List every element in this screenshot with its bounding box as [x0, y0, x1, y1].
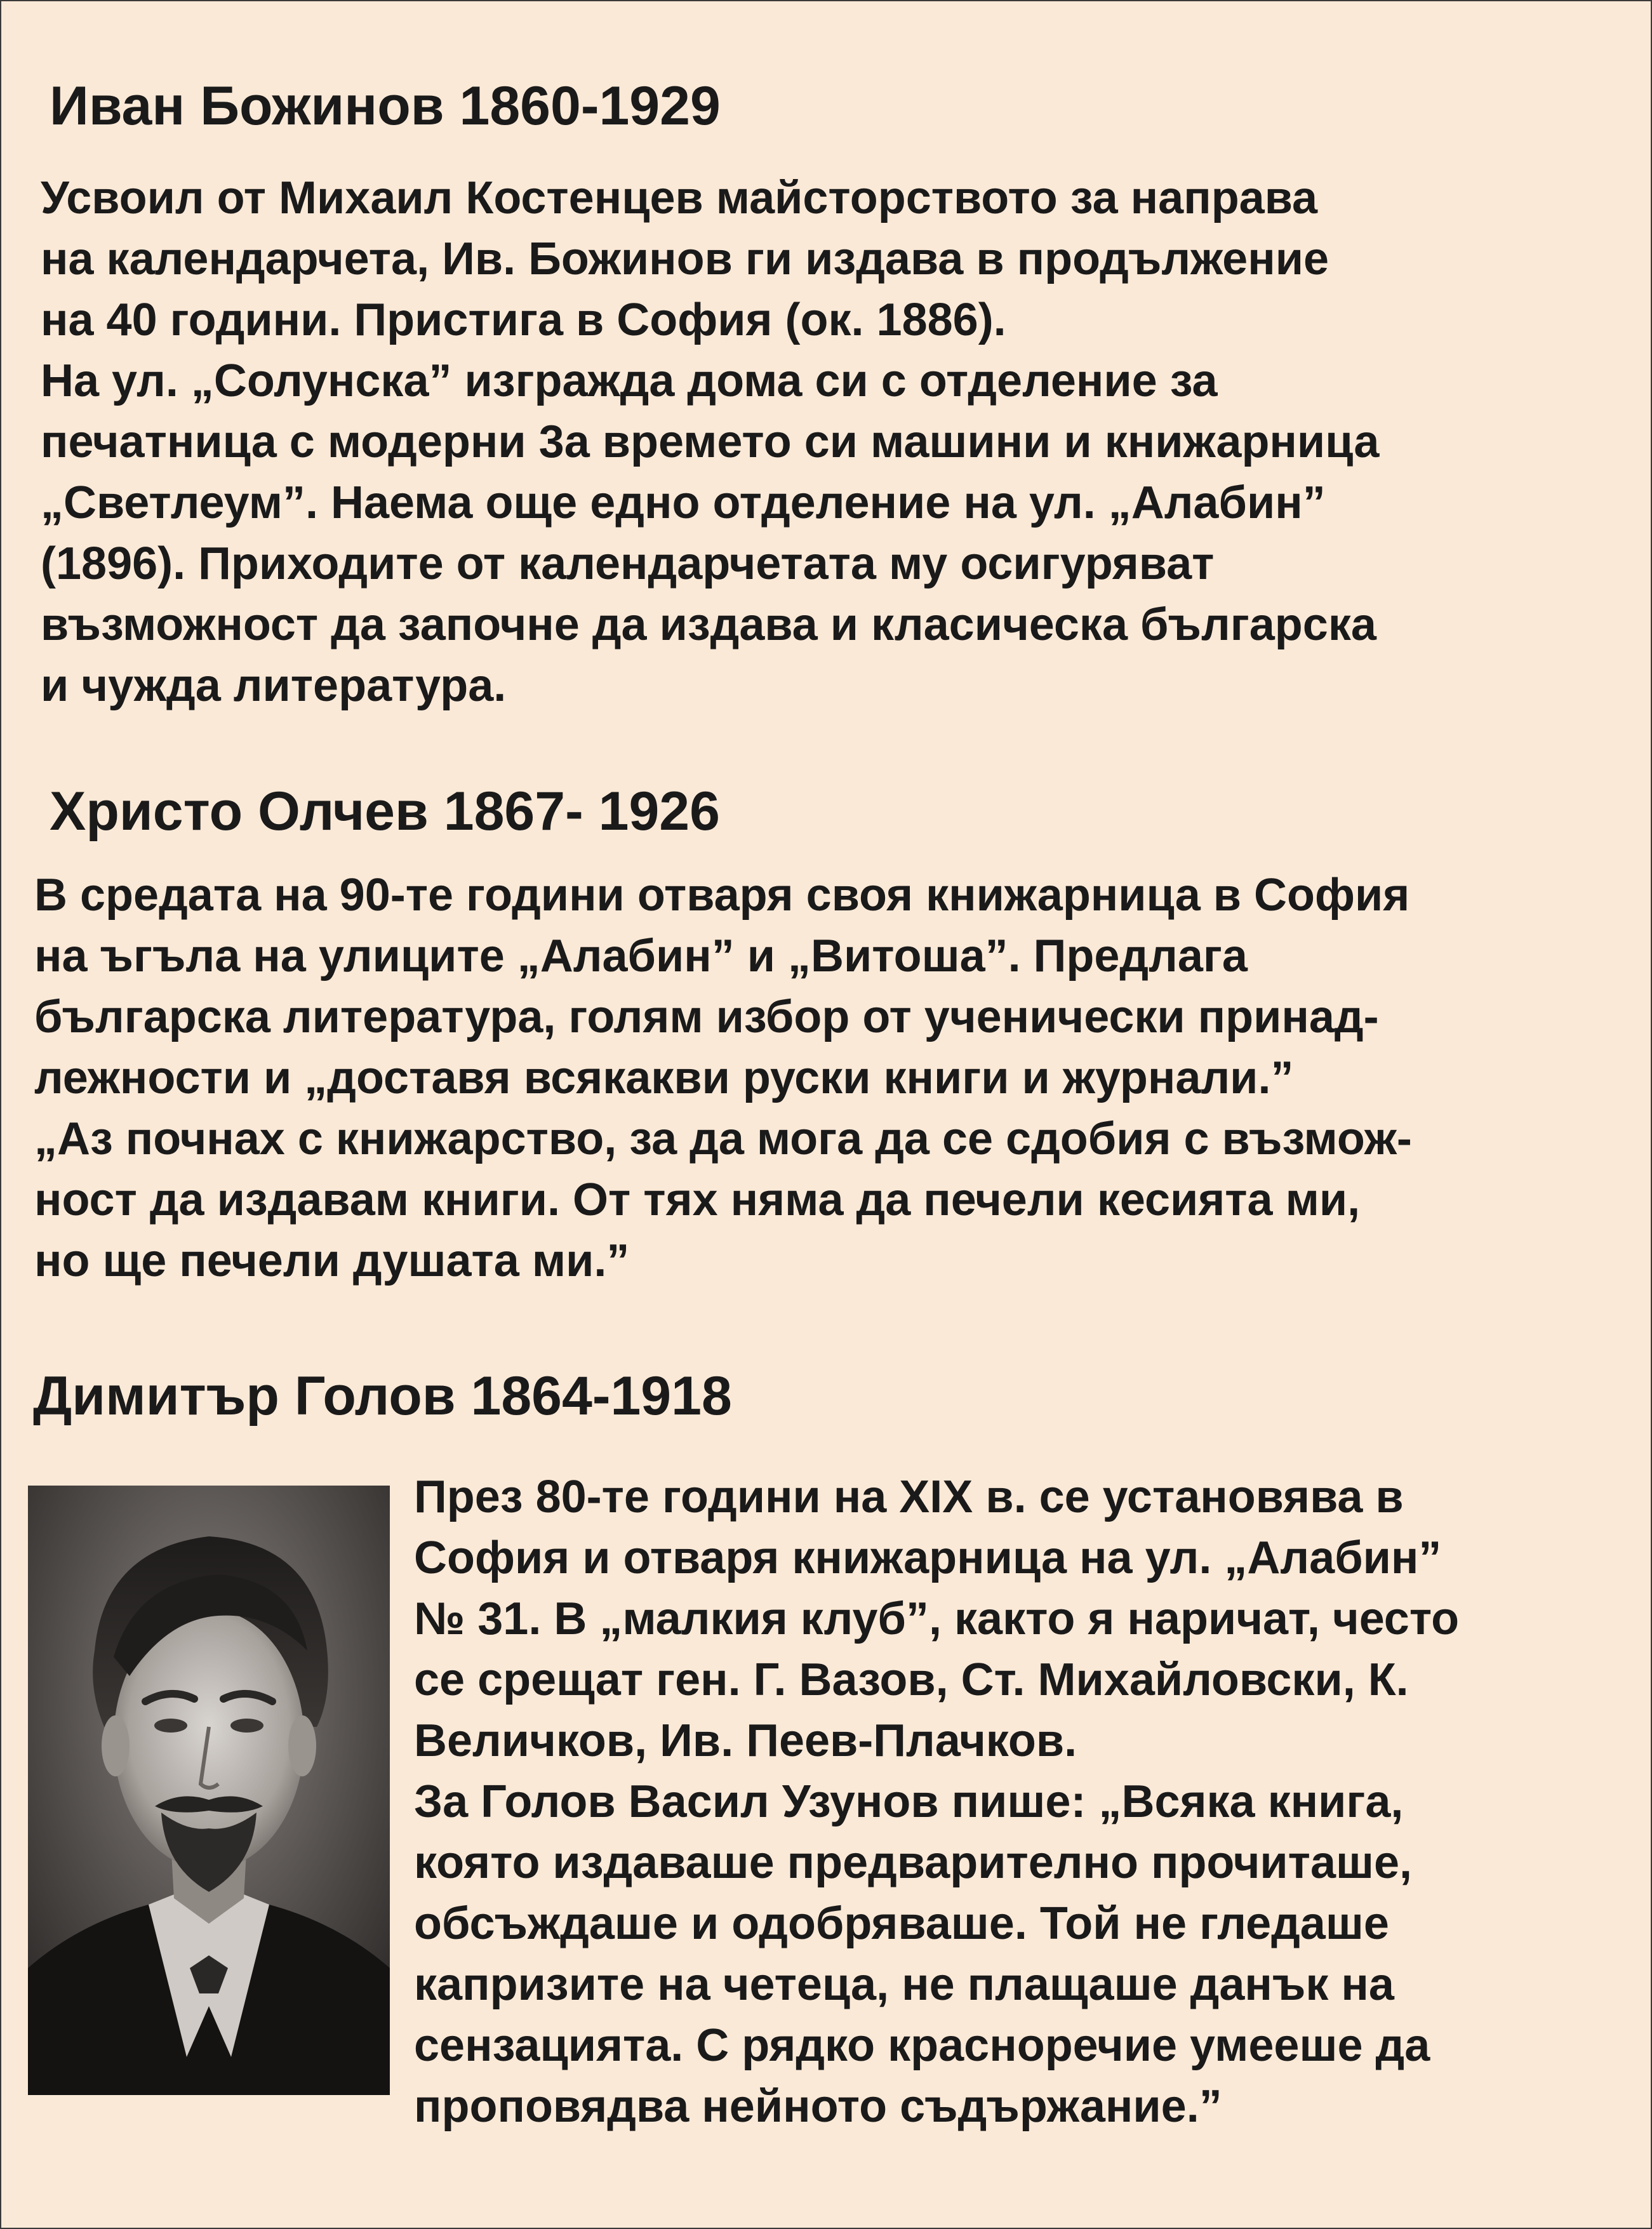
heading-hristo-olchev: Христо Олчев 1867- 1926 — [50, 781, 720, 842]
portrait-photo — [28, 1486, 390, 2095]
text-line: но ще печели душата ми.” — [34, 1235, 630, 1286]
text-line: възможност да започне да издава и класическа българска — [41, 599, 1376, 650]
text-line: на 40 години. Пристига в София (ок. 1886). — [41, 295, 1006, 345]
text-line: се срещат ген. Г. Вазов, Ст. Михайловски, К. — [414, 1654, 1409, 1705]
text-line: София и отваря книжарница на ул. „Алабин” — [414, 1533, 1442, 1583]
text-line: обсъждаше и одобряваше. Той не гледаше — [414, 1898, 1389, 1949]
text-line: на ъгъла на улиците „Алабин” и „Витоша”. Предлага — [34, 931, 1248, 981]
paragraph-dimitar-golov — [414, 1467, 1459, 2137]
text-line: (1896). Приходите от календарчетата му осигуряват — [41, 538, 1215, 589]
text-line: на календарчета, Ив. Божинов ги издава в продължение — [41, 234, 1329, 284]
text-line: лежности и „доставя всякакви руски книги и журнали.” — [34, 1053, 1294, 1103]
text-line: българска литература, голям избор от ученически принад- — [34, 992, 1379, 1042]
text-line: Усвоил от Михаил Костенцев майсторството за направа — [41, 173, 1318, 223]
text-line: За Голов Васил Узунов пише: „Всяка книга, — [414, 1776, 1404, 1827]
text-line: която издаваше предварително прочиташе, — [414, 1837, 1413, 1888]
text-line: печатница с модерни 3а времето си машини и книжарница — [41, 416, 1380, 467]
heading-ivan-bozhinov: Иван Божинов 1860-1929 — [50, 76, 721, 136]
text-line: „Светлеум”. Наема още едно отделение на ул. „Алабин” — [41, 477, 1326, 528]
text-line: През 80-те години на XIX в. се установява в — [414, 1472, 1404, 1522]
paragraph-ivan-bozhinov — [41, 168, 1379, 716]
portrait-illustration — [28, 1486, 390, 2095]
text-line: Величков, Ив. Пеев-Плачков. — [414, 1715, 1077, 1766]
text-line: „Аз почнах с книжарство, за да мога да се сдобия с възмож- — [34, 1114, 1412, 1164]
text-line: В средата на 90-те години отваря своя книжарница в София — [34, 870, 1410, 921]
text-line: № 31. В „малкия клуб”, както я наричат, често — [414, 1594, 1460, 1644]
text-line: и чужда литература. — [41, 660, 507, 711]
text-line: проповядва нейното съдържание.” — [414, 2081, 1222, 2132]
text-line: ност да издавам книги. От тях няма да печели кесията ми, — [34, 1174, 1361, 1225]
text-line: капризите на четеца, не плащаше данък на — [414, 1959, 1394, 2010]
paragraph-hristo-olchev — [34, 865, 1412, 1291]
text-line: На ул. „Солунска” изгражда дома си с отделение за — [41, 356, 1218, 406]
text-line: сензацията. С рядко красноречие умееше да — [414, 2020, 1430, 2071]
heading-dimitar-golov: Димитър Голов 1864-1918 — [33, 1366, 732, 1427]
